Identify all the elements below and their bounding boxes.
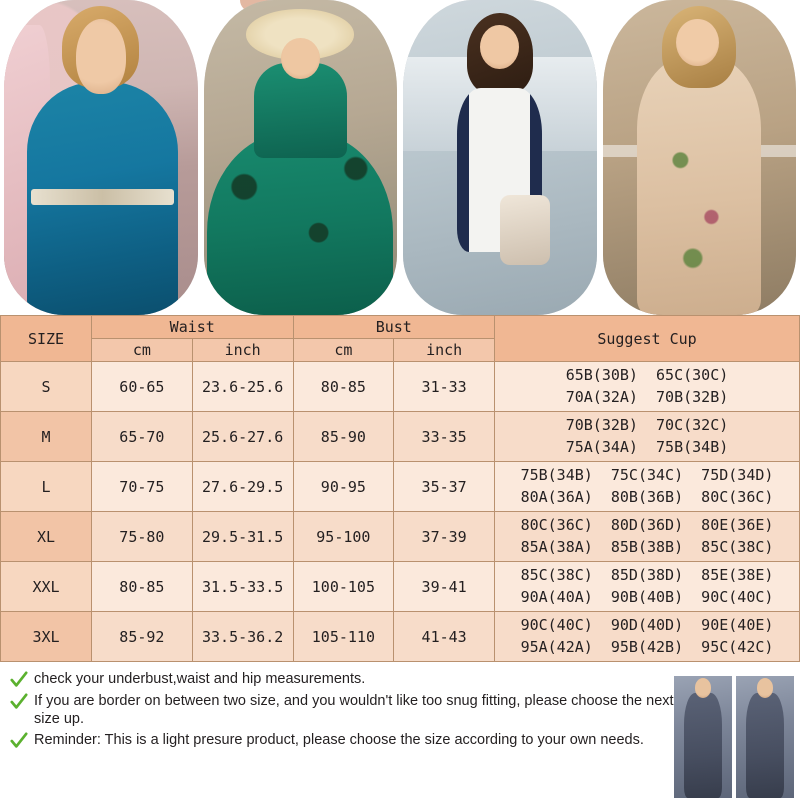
cell-bust-cm: 105-110 xyxy=(293,612,394,662)
cell-bust-cm: 90-95 xyxy=(293,462,394,512)
photo-4-background xyxy=(603,0,797,315)
subheader-bust-cm: cm xyxy=(293,339,394,362)
product-photo-white-navy-bodycon-dress xyxy=(403,0,597,315)
thumbnail-1-dress xyxy=(684,693,721,798)
cell-waist-inch: 23.6-25.6 xyxy=(192,362,293,412)
check-icon xyxy=(10,693,28,711)
photo-1-face xyxy=(76,19,126,95)
cell-waist-inch: 31.5-33.5 xyxy=(192,562,293,612)
table-row xyxy=(1,562,800,612)
cell-waist-inch: 33.5-36.2 xyxy=(192,612,293,662)
photo-1-belt xyxy=(31,189,174,205)
cup-line-2: 90A(40A) 90B(40B) 90C(40C) xyxy=(520,587,774,606)
table-row xyxy=(1,362,800,412)
table-row xyxy=(1,612,800,662)
product-photo-green-floral-dress-with-hat xyxy=(204,0,398,315)
cell-waist-inch: 29.5-31.5 xyxy=(192,512,293,562)
row-size-m: M xyxy=(1,412,92,462)
cup-line-2: 95A(42A) 95B(42B) 95C(42C) xyxy=(520,637,774,656)
cell-suggest-cup xyxy=(495,562,800,612)
header-waist: Waist xyxy=(92,316,294,339)
cell-suggest-cup xyxy=(495,612,800,662)
row-size-xxl: XXL xyxy=(1,562,92,612)
cell-bust-inch: 37-39 xyxy=(394,512,495,562)
header-suggest-cup: Suggest Cup xyxy=(495,316,800,362)
subheader-bust-inch: inch xyxy=(394,339,495,362)
cell-waist-inch: 25.6-27.6 xyxy=(192,412,293,462)
cell-bust-cm: 80-85 xyxy=(293,362,394,412)
note-text: Reminder: This is a light presure product, please choose the size according to your own needs. xyxy=(34,732,644,749)
photo-1-background xyxy=(4,0,198,315)
cup-line-1: 90C(40C) 90D(40D) 90E(40E) xyxy=(520,615,774,634)
cell-bust-inch: 33-35 xyxy=(394,412,495,462)
product-photo-nude-embroidered-gown xyxy=(603,0,797,315)
header-size: SIZE xyxy=(1,316,92,362)
table-row xyxy=(1,412,800,462)
cell-suggest-cup xyxy=(495,512,800,562)
cell-bust-inch: 41-43 xyxy=(394,612,495,662)
cell-waist-cm: 70-75 xyxy=(92,462,193,512)
cell-bust-inch: 35-37 xyxy=(394,462,495,512)
photo-2-background xyxy=(204,0,398,315)
cup-line-2: 70A(32A) 70B(32B) xyxy=(565,387,729,406)
row-size-xl: XL xyxy=(1,512,92,562)
cup-line-1: 75B(34B) 75C(34C) 75D(34D) xyxy=(520,465,774,484)
cell-waist-cm: 85-92 xyxy=(92,612,193,662)
note-item xyxy=(10,670,790,689)
row-size-3xl: 3XL xyxy=(1,612,92,662)
photo-3-background xyxy=(403,0,597,315)
cell-waist-cm: 60-65 xyxy=(92,362,193,412)
cup-line-1: 80C(36C) 80D(36D) 80E(36E) xyxy=(520,515,774,534)
measurement-notes xyxy=(0,662,800,798)
photo-2-skirt xyxy=(207,132,393,315)
check-icon xyxy=(10,732,28,750)
cell-bust-cm: 95-100 xyxy=(293,512,394,562)
subheader-waist-cm: cm xyxy=(92,339,193,362)
cell-bust-inch: 31-33 xyxy=(394,362,495,412)
note-text: check your underbust,waist and hip measurements. xyxy=(34,671,366,687)
cell-suggest-cup xyxy=(495,362,800,412)
cell-waist-cm: 75-80 xyxy=(92,512,193,562)
check-icon xyxy=(10,671,28,689)
note-text: If you are border on between two size, and you wouldn't like too snug fitting, please choose the next size up. xyxy=(34,693,674,728)
cup-line-2: 85A(38A) 85B(38B) 85C(38C) xyxy=(520,537,774,556)
row-size-l: L xyxy=(1,462,92,512)
thumbnail-grey-bodycon-side xyxy=(736,676,794,798)
header-bust: Bust xyxy=(293,316,495,339)
subheader-waist-inch: inch xyxy=(192,339,293,362)
cup-line-1: 85C(38C) 85D(38D) 85E(38E) xyxy=(520,565,774,584)
thumbnail-grey-bodycon-front xyxy=(674,676,732,798)
note-item xyxy=(10,731,790,750)
row-size-s: S xyxy=(1,362,92,412)
photo-4-gown xyxy=(637,57,761,315)
size-chart-table xyxy=(0,315,800,662)
cell-suggest-cup xyxy=(495,412,800,462)
photo-3-handbag xyxy=(500,195,550,264)
thumbnail-2-head xyxy=(757,678,773,698)
cell-suggest-cup xyxy=(495,462,800,512)
cell-waist-inch: 27.6-29.5 xyxy=(192,462,293,512)
thumbnail-1-head xyxy=(695,678,711,698)
product-photo-strip xyxy=(0,0,800,315)
cup-line-1: 65B(30B) 65C(30C) xyxy=(565,365,729,384)
cell-waist-cm: 65-70 xyxy=(92,412,193,462)
table-row xyxy=(1,512,800,562)
cell-bust-inch: 39-41 xyxy=(394,562,495,612)
cup-line-1: 70B(32B) 70C(32C) xyxy=(565,415,729,434)
thumbnail-2-dress xyxy=(746,693,783,798)
cell-waist-cm: 80-85 xyxy=(92,562,193,612)
cell-bust-cm: 85-90 xyxy=(293,412,394,462)
corner-product-thumbnails xyxy=(674,676,794,798)
table-header-row xyxy=(1,316,800,339)
note-item xyxy=(10,692,790,728)
cup-line-2: 75A(34A) 75B(34B) xyxy=(565,437,729,456)
cell-bust-cm: 100-105 xyxy=(293,562,394,612)
table-row xyxy=(1,462,800,512)
photo-4-face xyxy=(676,19,719,66)
cup-line-2: 80A(36A) 80B(36B) 80C(36C) xyxy=(520,487,774,506)
product-photo-teal-sleeveless-gown xyxy=(4,0,198,315)
photo-2-face xyxy=(281,38,320,79)
